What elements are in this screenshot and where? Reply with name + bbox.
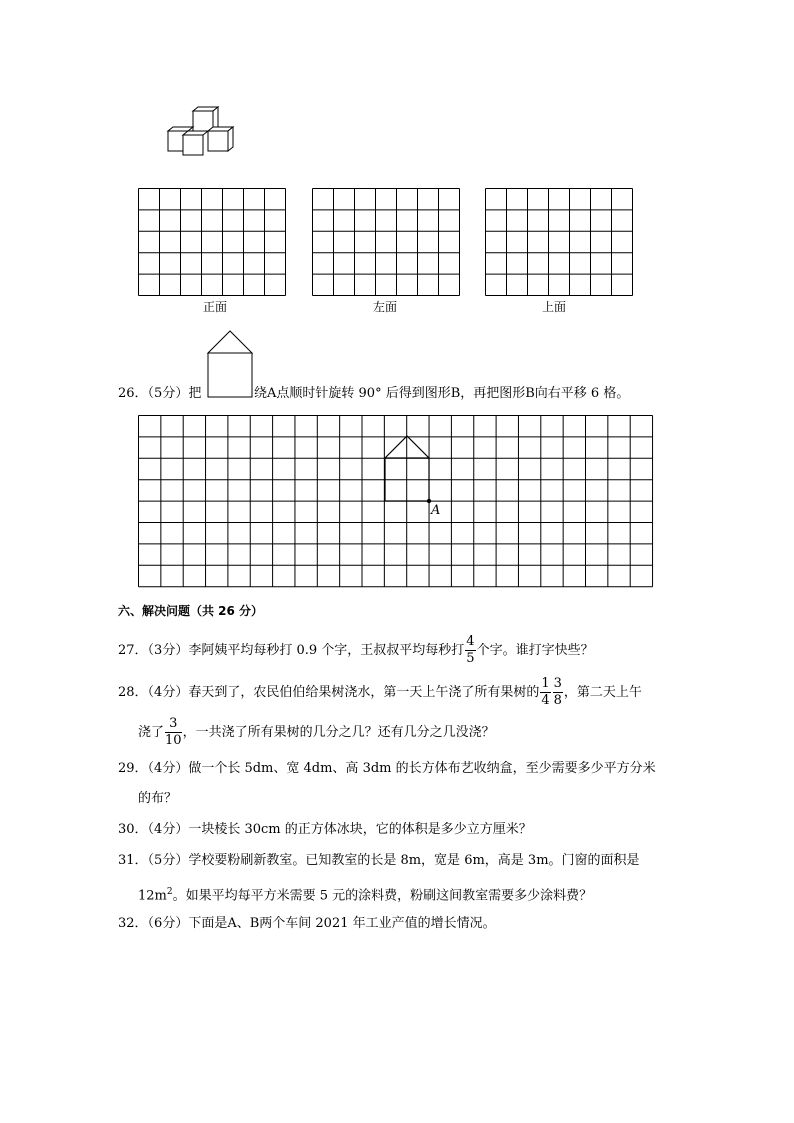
top-view-label: 上面 <box>542 300 567 314</box>
q30 <box>118 821 532 839</box>
q28-line2 <box>138 716 495 749</box>
front-view-label: 正面 <box>203 300 228 314</box>
q28-fraction-2: $\frac{3}{8}$ <box>553 676 562 708</box>
grid-left-view <box>312 188 460 296</box>
q27-score: （3分） <box>147 643 189 658</box>
q32 <box>118 915 496 933</box>
q27-number: 27． <box>118 643 148 658</box>
rotation-grid <box>138 415 654 587</box>
left-view-label: 左面 <box>373 300 398 314</box>
q26-stem <box>118 385 201 403</box>
q31-line2 <box>138 883 592 905</box>
q28-line2-end: ，一共浇了所有果树的几分之几？还有几分之几没浇？ <box>182 725 495 740</box>
q31-line1 <box>118 852 640 870</box>
q29-line1 <box>118 760 656 778</box>
grid-front-view <box>138 188 286 296</box>
q28-fraction-3: $\frac{3}{10}$ <box>165 716 182 748</box>
q28-fraction-1: $\frac{1}{4}$ <box>541 676 550 708</box>
q32-score: （6分） <box>147 916 189 931</box>
q26-text: 绕A点顺时针旋转 90° 后得到图形B，再把图形B向右平移 6 格。 <box>254 386 630 401</box>
q26-prefix: 把 <box>188 386 202 401</box>
q31-line2-text: 。如果平均每平方米需要 5 元的涂料费，粉刷这间教室需要多少涂料费？ <box>172 888 593 904</box>
q30-number: 30． <box>118 822 148 837</box>
q29-line2: 的布？ <box>138 791 178 806</box>
q31-area-value: 12m <box>138 888 167 904</box>
point-a-label: A <box>431 503 441 518</box>
q26-score: （5分） <box>147 386 189 401</box>
house-shape-icon <box>207 330 257 400</box>
q29-number: 29． <box>118 761 148 776</box>
q27-text-before: 李阿姨平均每秒打 0.9 个字，王叔叔平均每秒打 <box>188 643 465 658</box>
q28-line1-text: 春天到了，农民伯伯给果树浇水，第一天上午浇了所有果树的 <box>188 685 540 700</box>
q31-area-exponent: 2 <box>166 887 173 897</box>
q27-fraction: $\frac{4}{5}$ <box>466 634 475 666</box>
q30-text: 一块棱长 30cm 的正方体冰块，它的体积是多少立方厘米？ <box>188 822 532 837</box>
q28-line1-end: ，第二天上午 <box>563 685 642 700</box>
grid-top-view <box>485 188 633 296</box>
q31-line1-text: 学校要粉刷新教室。已知教室的长是 8m，宽是 6m，高是 3m。门窗的面积是 <box>188 853 640 868</box>
q29-score: （4分） <box>147 761 189 776</box>
q31-score: （5分） <box>147 853 189 868</box>
q27 <box>118 634 594 667</box>
q30-score: （4分） <box>147 822 189 837</box>
q32-number: 32． <box>118 916 148 931</box>
q28-line1 <box>118 676 642 709</box>
q32-text: 下面是A、B两个车间 2021 年工业产值的增长情况。 <box>188 916 496 931</box>
q26-number: 26． <box>118 386 148 401</box>
q28-score: （4分） <box>147 685 189 700</box>
q28-number: 28． <box>118 685 148 700</box>
q29-line1-text: 做一个长 5dm、宽 4dm、高 3dm 的长方体布艺收纳盒，至少需要多少平方分米 <box>188 761 656 776</box>
section-6-heading: 六、解决问题（共 26 分） <box>118 604 264 618</box>
q31-number: 31． <box>118 853 148 868</box>
q27-text-after: 个字。谁打字快些？ <box>476 643 594 658</box>
cube-stack-figure <box>165 103 245 163</box>
q28-line2-start: 浇了 <box>138 725 165 740</box>
